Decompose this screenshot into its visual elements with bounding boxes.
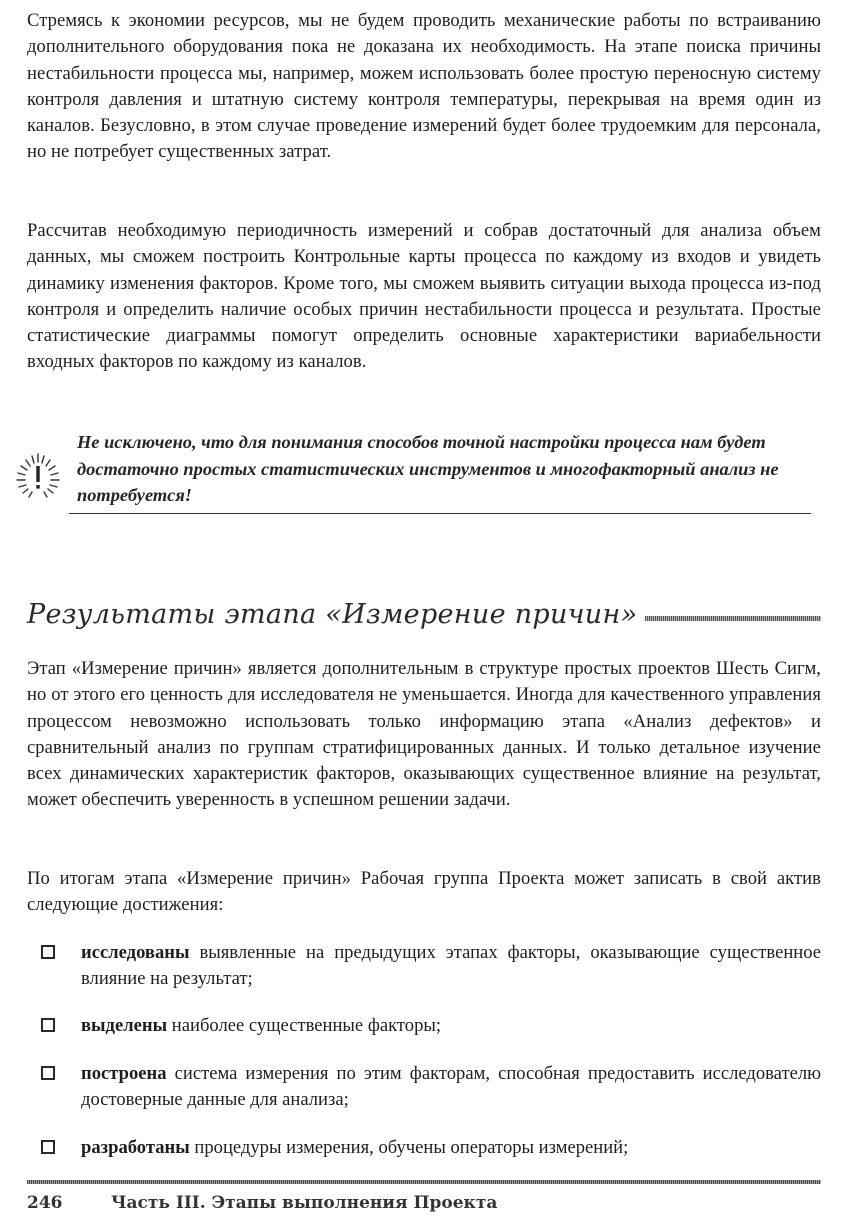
checkbox-icon [41,1018,55,1032]
checklist-keyword: выделены [81,1014,168,1036]
checklist-keyword: разработаны [81,1137,190,1159]
page-footer [27,1193,821,1219]
checklist-text: процедуры измерения, обучены операторы измерений; [189,1137,629,1159]
checklist-text: наиболее существенные факторы; [167,1014,442,1036]
note-text: Не исключено, что для понимания способов точной настройки процесса нам будет достаточно простых статистических инструментов и многофакторный анализ не потребуется! [77,432,779,505]
checkbox-icon [41,1066,55,1080]
idea-burst-icon [13,451,63,501]
section-title: Результаты этапа «Измерение причин» [27,599,638,630]
paragraph: Рассчитав необходимую периодичность измерений и собрав достаточный для анализа объем данных, мы сможем построить Контрольные карты процесса по каждому из входов и увидеть динамику изменения факторов. Кроме того, мы сможем выявить ситуации выхода процесса из-под контроля и определить наличие особых причин нестабильности процесса и результата. Простые статистические диаграммы помогут определить основные характеристики вариабельности входных факторов по каждому из каналов. [27,220,821,373]
paragraph: Этап «Измерение причин» является дополнительным в структуре простых проектов Шесть Сигм, но от этого его ценность для исследователя не уменьшается. Иногда для качественного управления процессом невозможно использовать только информацию этапа «Анализ дефектов» и сравнительный анализ по группам стратифицированных данных. И только детальное изучение всех динамических характеристик факторов, оказывающих существенное влияние на результат, может обеспечить уверенность в успешном решении задачи. [27,658,821,811]
footer-rule [27,1180,821,1184]
running-title: Часть III. Этапы выполнения Проекта [111,1193,498,1213]
paragraph: Стремясь к экономии ресурсов, мы не будем проводить механические работы по встраиванию дополнительного оборудования пока не доказана их необходимость. На этапе поиска причины нестабильности процесса мы, например, можем использовать более простую переносную систему контроля давления и штатную систему контроля температуры, перекрывая на время один из каналов. Безусловно, в этом случае проведение измерений будет более трудоемким для персонала, но не потребует существенных затрат. [27,10,821,163]
note-callout [13,429,823,519]
checklist-text: система измерения по этим факторам, способная предоставить исследователю достоверные данные для анализа; [81,1062,821,1111]
checklist-item [41,1013,821,1039]
page-number: 246 [27,1193,63,1213]
checkbox-icon [41,945,55,959]
heading-rule [645,616,821,621]
achievements-checklist [41,940,821,1162]
checklist-item [41,1061,821,1114]
checklist-item [41,940,821,993]
note-underline [69,513,811,514]
checklist-keyword: исследованы [81,942,190,963]
section-heading [27,586,821,630]
paragraph: По итогам этапа «Измерение причин» Рабочая группа Проекта может записать в свой актив следующие достижения: [27,868,821,916]
checklist-keyword: построена [81,1062,167,1084]
checkbox-icon [41,1140,55,1154]
checklist-text: выявленные на предыдущих этапах факторы, оказывающие существенное влияние на результат; [81,942,821,990]
checklist-item [41,1135,821,1161]
